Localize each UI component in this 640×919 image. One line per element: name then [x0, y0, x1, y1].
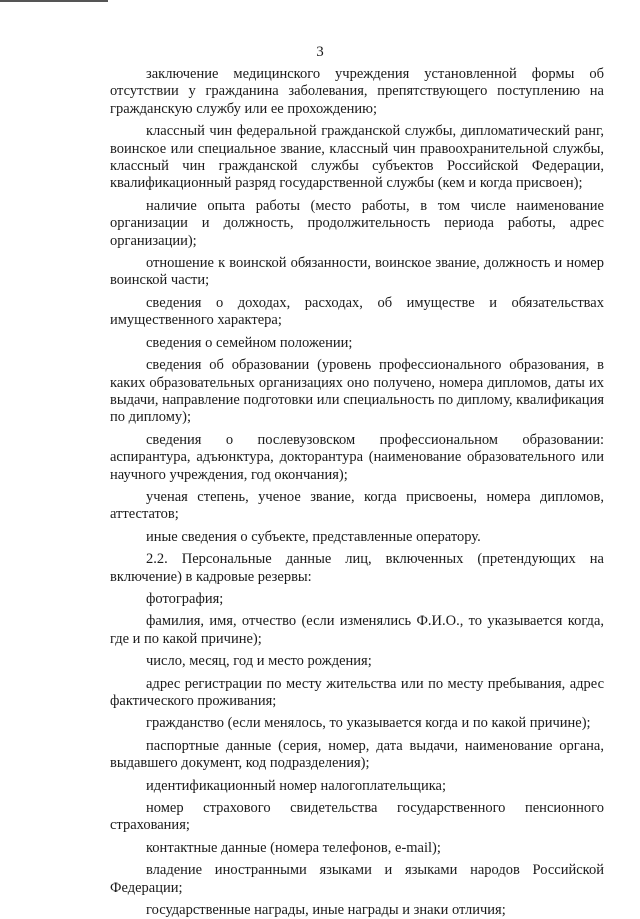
paragraph-academic-degree: ученая степень, ученое звание, когда присвоены, номера дипломов, аттестатов; [110, 488, 604, 523]
paragraph-passport: паспортные данные (серия, номер, дата выдачи, наименование органа, выдавшего документ, код подразделения); [110, 737, 604, 772]
document-body [110, 66, 604, 919]
paragraph-military-duty: отношение к воинской обязанности, воинское звание, должность и номер воинской части; [110, 255, 604, 289]
paragraph-income-info: сведения о доходах, расходах, об имуществе и обязательствах имущественного характера; [110, 294, 604, 329]
paragraph-pension-certificate: номер страхового свидетельства государственного пенсионного страхования; [110, 800, 604, 834]
paragraph-work-experience: наличие опыта работы (место работы, в том числе наименование организации и должность, продолжительность периода работы, адрес организации); [110, 197, 604, 249]
paragraph-family-status: сведения о семейном положении; [146, 334, 353, 351]
paragraph-citizenship: гражданство (если менялось, то указывается когда и по какой причине); [146, 715, 591, 732]
paragraph-education: сведения об образовании (уровень профессионального образования, в каких образовательных организациях оно получено, номера дипломов, даты их выдачи, направление подготовки или специальность по диплому, квалификация по диплому); [110, 357, 604, 426]
paragraph-contacts: контактные данные (номера телефонов, e-mail); [146, 839, 441, 856]
paragraph-tax-id: идентификационный номер налогоплательщика; [146, 777, 447, 794]
scan-artifact-line [0, 0, 108, 2]
section-heading-2-2: 2.2. Персональные данные лиц, включенных (претендующих на включение) в кадровые резервы: [110, 551, 604, 585]
paragraph-birth-date: число, месяц, год и место рождения; [146, 653, 372, 670]
paragraph-medical-certificate: заключение медицинского учреждения установленной формы об отсутствии у гражданина заболевания, препятствующего поступлению на гражданскую службу или ее прохождению; [110, 66, 604, 117]
paragraph-photo: фотография; [146, 590, 224, 607]
paragraph-awards: государственные награды, иные награды и знаки отличия; [146, 902, 506, 919]
paragraph-full-name: фамилия, имя, отчество (если изменялись Ф.И.О., то указывается когда, где и по какой причине); [110, 613, 604, 647]
page-number: 3 [316, 44, 324, 60]
paragraph-languages: владение иностранными языками и языками народов Российской Федерации; [110, 862, 604, 896]
paragraph-address: адрес регистрации по месту жительства или по месту пребывания, адрес фактического проживания; [110, 675, 604, 709]
paragraph-other-info: иные сведения о субъекте, представленные оператору. [146, 528, 481, 545]
paragraph-class-rank: классный чин федеральной гражданской службы, дипломатический ранг, воинское или специальное звание, классный чин правоохранительной службы, классный чин гражданской службы субъектов Российской Федерации, квалификационный разряд государственной службы (кем и когда присвоен); [110, 123, 604, 192]
paragraph-postgraduate: сведения о послевузовском профессиональном образовании: аспирантура, адъюнктура, докторантура (наименование образовательного или научного учреждения, год окончания); [110, 431, 604, 483]
